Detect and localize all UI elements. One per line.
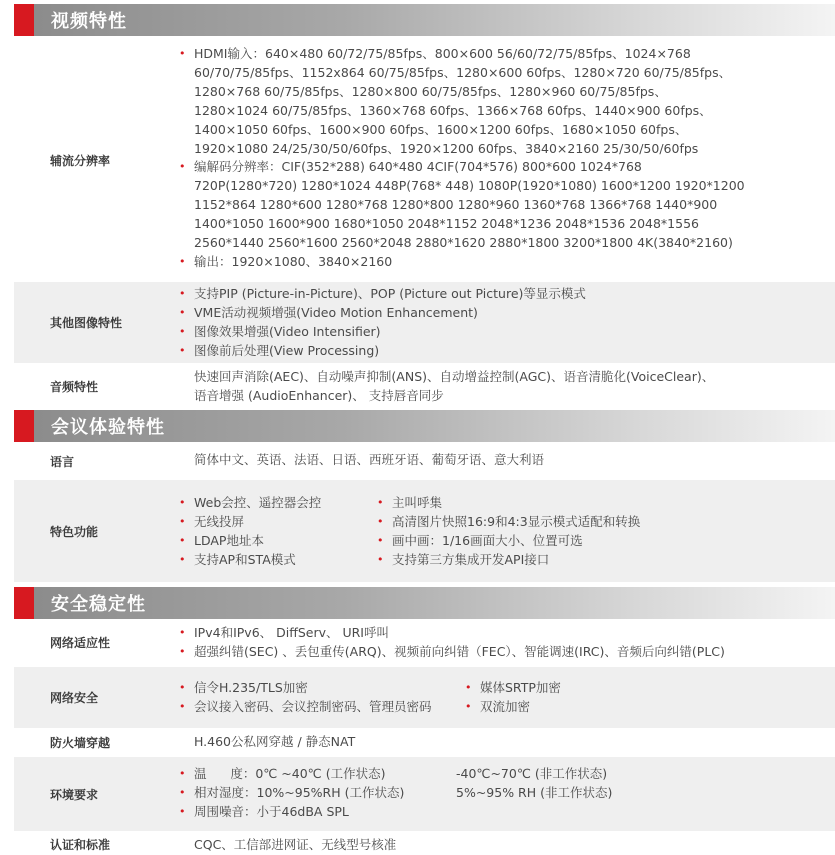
list-item-continuation: 1400×1050 60fps、1600×900 60fps、1600×1200 60fps、1680×1050 60fps、: [194, 121, 688, 137]
list-item: • 编解码分辨率：CIF(352*288) 640*480 4CIF(704*576) 800*600 1024*768: [194, 158, 745, 177]
spec-row-firewall: [14, 731, 835, 753]
list-item: • LDAP地址本: [194, 532, 321, 551]
list-item: • 支持AP和STA模式: [194, 551, 321, 570]
section-accent-tab: [14, 587, 34, 619]
language-content: [194, 451, 544, 470]
list-item: • IPv4和IPv6、 DiffServ、 URI呼叫: [194, 624, 725, 643]
audio-content: [194, 368, 714, 406]
firewall-content: [194, 733, 355, 752]
list-item: • 双流加密: [480, 698, 561, 717]
text-line: 快速回声消除(AEC)、自动噪声抑制(ANS)、自动增益控制(AGC)、语音清脆化(VoiceClear)、: [194, 369, 715, 384]
environment-right-column: [456, 765, 612, 803]
list-item-continuation: 60/70/75/85fps、1152x864 60/75/85fps、1280×600 60fps、1280×720 60/75/85fps、: [194, 64, 732, 80]
certification-content: [194, 836, 396, 855]
row-label: 特色功能: [50, 524, 99, 539]
network-security-left-column: [194, 679, 432, 717]
list-item-continuation: 720P(1280*720) 1280*1024 448P(768* 448) 1080P(1920*1080) 1600*1200 1920*1200: [194, 178, 745, 194]
environment-left-column: [194, 765, 404, 822]
network-security-right-column: [480, 679, 561, 717]
spec-row-certification: [14, 835, 835, 854]
list-item: • 支持PIP (Picture-in-Picture)、POP (Picture out Picture)等显示模式: [194, 285, 586, 304]
row-label: 网络安全: [50, 691, 99, 705]
section-header-security: [14, 587, 835, 619]
list-item: • 输出：1920×1080、3840×2160: [194, 253, 745, 272]
text-line: H.460公私网穿越 / 静态NAT: [194, 734, 356, 749]
other-image-content: [194, 285, 586, 361]
section-header-meeting: [14, 410, 835, 442]
row-label: 环境要求: [50, 787, 99, 802]
row-label: 辅流分辨率: [50, 153, 111, 168]
section-title: 会议体验特性: [51, 417, 165, 438]
section-header-video: [14, 4, 835, 36]
list-item: • 周围噪音：小于46dBA SPL: [194, 803, 404, 822]
list-item: • Web会控、遥控器会控: [194, 494, 321, 513]
list-item: • 主叫呼集: [392, 494, 640, 513]
text-line: 5%~95% RH (非工作状态): [456, 784, 613, 800]
section-title: 安全稳定性: [51, 594, 146, 615]
list-item: • 画中画：1/16画面大小、位置可选: [392, 532, 640, 551]
list-item: • 温 度：0℃ ~40℃ (工作状态): [194, 765, 404, 784]
list-item-continuation: 1280×768 60/75/85fps、1280×800 60/75/85fps、1280×960 60/75/85fps、: [194, 83, 667, 99]
list-item: • 图像前后处理(View Processing): [194, 342, 586, 361]
list-item: • 会议接入密码、会议控制密码、管理员密码: [194, 698, 432, 717]
list-item: • VME活动视频增强(Video Motion Enhancement): [194, 304, 586, 323]
list-item: • 支持第三方集成开发API接口: [392, 551, 640, 570]
text-line: 语音增强 (AudioEnhancer)、 支持唇音同步: [194, 387, 444, 403]
spec-row-environment: [14, 757, 835, 831]
row-label: 其他图像特性: [50, 316, 123, 330]
list-item-continuation: 2560*1440 2560*1600 2560*2048 2880*1620 2880*1800 3200*1800 4K(3840*2160): [194, 235, 733, 251]
aux-resolution-content: [194, 45, 745, 272]
text-line: -40℃~70℃ (非工作状态): [456, 766, 608, 781]
list-item: • HDMI输入：640×480 60/72/75/85fps、800×600 56/60/72/75/85fps、1024×768: [194, 45, 745, 64]
list-item-continuation: 1920×1080 24/25/30/50/60fps、1920×1200 60fps、3840×2160 25/30/50/60fps: [194, 140, 699, 156]
list-item: • 图像效果增强(Video Intensifier): [194, 323, 586, 342]
list-item-continuation: 1280×1024 60/75/85fps、1360×768 60fps、1366×768 60fps、1440×900 60fps、: [194, 102, 712, 118]
list-item: • 媒体SRTP加密: [480, 679, 561, 698]
row-label: 认证和标准: [50, 838, 111, 852]
section-title: 视频特性: [51, 11, 127, 32]
list-item: • 信令H.235/TLS加密: [194, 679, 432, 698]
row-label: 防火墙穿越: [50, 735, 111, 750]
section-accent-tab: [14, 410, 34, 442]
list-item: • 高清图片快照16:9和4:3显示模式适配和转换: [392, 513, 640, 532]
list-item-continuation: 1152*864 1280*600 1280*768 1280*800 1280*960 1360*768 1366*768 1440*900: [194, 197, 718, 213]
row-label: 音频特性: [50, 380, 99, 394]
list-item: • 无线投屏: [194, 513, 321, 532]
list-item: • 超强纠错(SEC) 、丢包重传(ARQ)、视频前向纠错（FEC）、智能调速(IRC)、音频后向纠错(PLC): [194, 643, 725, 662]
features-left-column: [194, 494, 321, 570]
list-item-continuation: 1400*1050 1600*900 1680*1050 2048*1152 2048*1236 2048*1536 2048*1556: [194, 216, 699, 232]
network-adapt-content: [194, 624, 725, 662]
text-line: 简体中文、英语、法语、日语、西班牙语、葡萄牙语、意大利语: [194, 452, 545, 467]
row-label: 语言: [50, 454, 75, 469]
section-accent-tab: [14, 4, 34, 36]
features-right-column: [392, 494, 640, 570]
row-label: 网络适应性: [50, 636, 111, 650]
text-line: CQC、工信部进网证、无线型号核准: [194, 837, 397, 852]
list-item: • 相对湿度：10%~95%RH (工作状态): [194, 784, 404, 803]
